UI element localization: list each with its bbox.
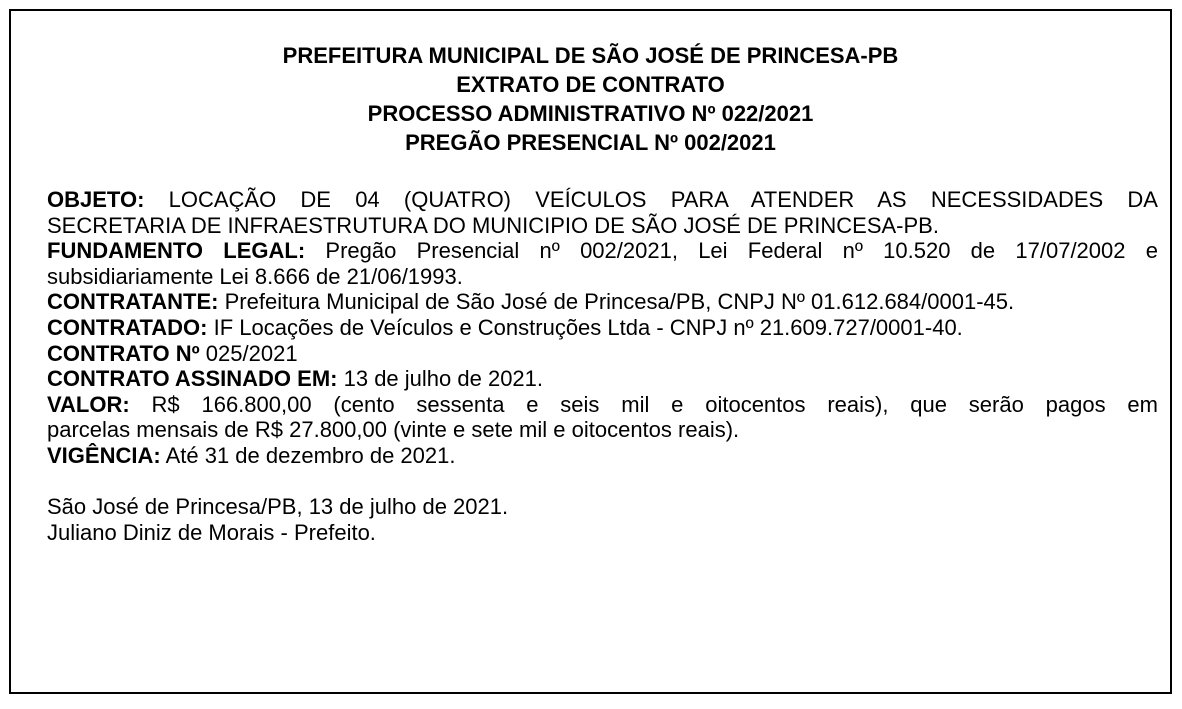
fundamento-text-2: subsidiariamente Lei 8.666 de 21/06/1993. [47,263,463,289]
header-process: PROCESSO ADMINISTRATIVO Nº 022/2021 [367,101,814,126]
objeto-text-1: LOCAÇÃO DE 04 (QUATRO) VEÍCULOS PARA ATENDER AS NECESSIDADES DA [168,187,1158,212]
objeto-text-2: SECRETARIA DE INFRAESTRUTURA DO MUNICIPIO DE SÃO JOSÉ DE PRINCESA-PB. [47,212,939,238]
vigencia-label: VIGÊNCIA: [47,442,161,468]
fundamento-paragraph [47,238,1158,289]
objeto-label: OBJETO: [47,187,145,212]
document-body [47,187,1158,545]
contrato-assinado-paragraph [47,366,1158,392]
contratante-label: CONTRATANTE: [47,289,219,315]
objeto-paragraph [47,187,1158,238]
place-date: São José de Princesa/PB, 13 de julho de 2021. [47,494,509,520]
contrato-assinado-label: CONTRATO ASSINADO EM: [47,366,338,392]
header-municipality: PREFEITURA MUNICIPAL DE SÃO JOSÉ DE PRINCESA-PB [282,43,899,68]
vigencia-paragraph [47,443,1158,469]
contratado-text: IF Locações de Veículos e Construções Ltda - CNPJ nº 21.609.727/0001-40. [213,314,963,340]
vigencia-text: Até 31 de dezembro de 2021. [165,442,456,468]
contratante-paragraph [47,289,1158,315]
fundamento-text-1: Pregão Presencial nº 002/2021, Lei Federal nº 10.520 de 17/07/2002 e [325,238,1158,264]
spacer [47,469,1158,495]
header-pregao: PREGÃO PRESENCIAL Nº 002/2021 [405,130,776,155]
valor-text-1: R$ 166.800,00 (cento sessenta e seis mil e oitocentos reais), que serão pagos em [151,391,1158,417]
header-title: EXTRATO DE CONTRATO [456,72,725,97]
objeto-line-1 [47,187,1158,213]
contratado-label: CONTRATADO: [47,314,208,340]
valor-text-2: parcelas mensais de R$ 27.800,00 (vinte e sete mil e oitocentos reais). [47,417,740,443]
contratado-paragraph [47,315,1158,341]
contrato-numero-text: 025/2021 [205,340,298,366]
contratante-text: Prefeitura Municipal de São José de Princesa/PB, CNPJ Nº 01.612.684/0001-45. [224,289,1015,315]
fundamento-line-1 [47,238,1158,264]
valor-label: VALOR: [47,391,130,417]
contrato-assinado-text: 13 de julho de 2021. [343,366,544,392]
valor-paragraph [47,392,1158,443]
document-header [11,41,1170,157]
contrato-numero-paragraph [47,341,1158,367]
valor-line-1 [47,392,1158,418]
fundamento-label: FUNDAMENTO LEGAL: [47,238,306,264]
signer: Juliano Diniz de Morais - Prefeito. [47,519,376,545]
contrato-numero-label: CONTRATO Nº [47,340,200,366]
document-frame [9,9,1172,694]
